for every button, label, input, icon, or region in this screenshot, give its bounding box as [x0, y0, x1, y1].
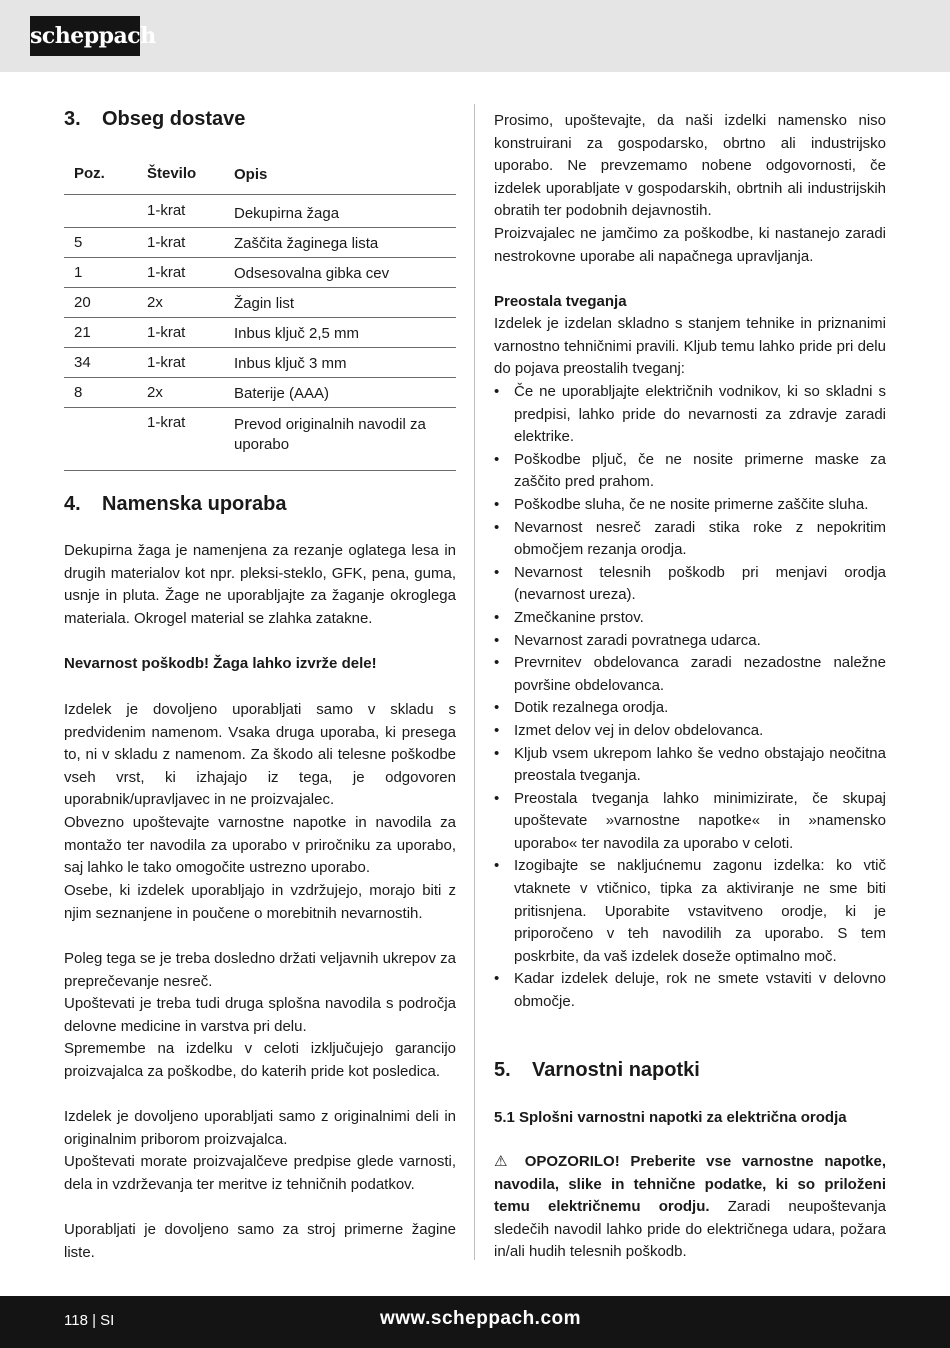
delivery-table: [64, 160, 456, 471]
warning-icon: ⚠: [494, 1153, 514, 1170]
usage-note: Prosimo, upoštevajte, da naši izdelki namensko niso konstruirani za gospodarsko, obrtno ali industrijsko uporabo. Ne prevzemamo nobene odgovornosti, če izdelek uporabljate v gospodarskih, obrtnih ali industrijskih obratih ter podobnih dejavnostih.: [494, 112, 886, 220]
cell-desc: Inbus ključ 2,5 mm: [234, 325, 360, 342]
list-item: • Dotik rezalnega orodja.: [494, 697, 886, 720]
usage-paragraph: Osebe, ki izdelek uporabljajo in vzdržujejo, morajo biti z njim seznanjene in poučene o morebitnih nevarnostih.: [64, 882, 456, 922]
section-number: 5.: [494, 1059, 511, 1081]
table-header: [64, 160, 456, 195]
liability-note: Proizvajalec ne jamčimo za poškodbe, ki nastanejo zaradi nestrokovne uporabe ali napačnega upravljanja.: [494, 225, 886, 265]
cell-qty: 1-krat: [147, 202, 186, 219]
list-item: • Če ne uporabljajte električnih vodnikov, ki so skladni s predpisi, lahko pride do nevarnosti za zdravje zaradi elektrike.: [494, 381, 886, 449]
residual-risks-list: [494, 381, 886, 1014]
header-pos: Poz.: [74, 165, 105, 182]
header-qty: Število: [147, 165, 197, 182]
cell-desc: Prevod originalnih navodil za uporabo: [234, 416, 426, 453]
list-item: • Nevarnost nesreč zaradi stika roke z nepokritim območjem rezanja orodja.: [494, 517, 886, 562]
cell-pos: 21: [74, 324, 91, 341]
table-row: [64, 348, 456, 378]
table-row: [64, 408, 456, 471]
cell-pos: 5: [74, 234, 83, 251]
scheppach-logo: scheppach: [30, 16, 140, 56]
website-link[interactable]: www.scheppach.com: [380, 1308, 582, 1329]
page-footer: [0, 1296, 950, 1348]
cell-pos: 1: [74, 264, 83, 281]
usage-paragraph: Upoštevati morate proizvajalčeve predpise glede varnosti, dela in vzdrževanja ter meritve iz tehničnih podatkov.: [64, 1153, 456, 1193]
table-row: [64, 258, 456, 288]
warning-paragraph: [494, 1151, 886, 1264]
section-4-heading: [64, 493, 287, 516]
list-item: • Zmečkanine prstov.: [494, 607, 886, 630]
cell-qty: 1-krat: [147, 354, 186, 371]
usage-paragraph: Uporabljati je dovoljeno samo za stroj primerne žagine liste.: [64, 1221, 456, 1261]
cell-desc: Odsesovalna gibka cev: [234, 265, 390, 282]
cell-pos: 8: [74, 384, 83, 401]
section-number: 3.: [64, 108, 81, 130]
table-row: [64, 195, 456, 228]
residual-risks-intro: Izdelek je izdelan skladno s stanjem tehnike in priznanimi varnostno tehničnimi pravili. Kljub temu lahko pride pri delu do pojava preostalih tveganj:: [494, 315, 886, 378]
section-title: Obseg dostave: [102, 108, 246, 130]
list-item: • Nevarnost telesnih poškodb pri menjavi orodja (nevarnost ureza).: [494, 562, 886, 607]
column-divider: [474, 104, 475, 1260]
section-number: 4.: [64, 493, 81, 515]
cell-qty: 1-krat: [147, 324, 186, 341]
list-item: • Nevarnost zaradi povratnega udarca.: [494, 630, 886, 653]
table-row: [64, 318, 456, 348]
subsection-5-1-heading: 5.1 Splošni varnostni napotki za električna orodja: [494, 1109, 847, 1126]
list-item: • Poškodbe sluha, če ne nosite primerne zaščite sluha.: [494, 494, 886, 517]
table-row: [64, 378, 456, 408]
list-item: • Izmet delov vej in delov obdelovanca.: [494, 720, 886, 743]
list-item: • Izogibajte se nakljućnemu zagonu izdelka: ko vtič vtaknete v vtičnico, tipka za aktiviranje ne sme biti pritisnjena. Uporabite vstavitveno orodje, ki je priporočeno v teh navodilih za uporabo. S tem poskrbite, da vaš izdelek doseže optimalno moč.: [494, 855, 886, 968]
cell-desc: Inbus ključ 3 mm: [234, 355, 347, 372]
list-item: • Prevrnitev obdelovanca zaradi nezadostne naležne površine obdelovanca.: [494, 652, 886, 697]
cell-qty: 1-krat: [147, 234, 186, 251]
cell-qty: 1-krat: [147, 414, 186, 431]
usage-paragraph: Upoštevati je treba tudi druga splošna navodila s področja delovne medicine in varstva pri delu.: [64, 995, 456, 1035]
list-item: • Kadar izdelek deluje, rok ne smete vstaviti v delovno območje.: [494, 968, 886, 1013]
warning-bold-text: OPOZORILO! Preberite vse varnostne napotke, navodila, slike in tehnične podatke, ki so priloženi temu električnemu orodju.: [494, 1153, 886, 1216]
list-item: • Kljub vsem ukrepom lahko še vedno obstajajo neočitna preostala tveganja.: [494, 743, 886, 788]
section-3-heading: [64, 108, 245, 131]
cell-qty: 1-krat: [147, 264, 186, 281]
cell-desc: Žagin list: [234, 295, 295, 312]
table-row: [64, 288, 456, 318]
usage-paragraph: Izdelek je dovoljeno uporabljati samo v skladu s predvidenim namenom. Vsaka druga uporaba, ki presega to, ni v skladu z namenom. Za škodo ali telesne poškodbe vseh vrst, ki izhajajo iz tega, je odgovoren uporabnik/upravljavec in ne proizvajalec.: [64, 701, 456, 809]
usage-paragraph: Izdelek je dovoljeno uporabljati samo z originalnimi deli in originalnim priborom proizvajalca.: [64, 1108, 456, 1148]
warning-text: Zaradi neupoštevanja sledečih navodil lahko pride do električnega udara, požara in/ali hudih telesnih poškodb.: [494, 1198, 886, 1261]
injury-warning: Nevarnost poškodb! Žaga lahko izvrže dele!: [64, 655, 377, 672]
cell-pos: 20: [74, 294, 91, 311]
cell-pos: 34: [74, 354, 91, 371]
residual-risks-heading: Preostala tveganja: [494, 293, 627, 310]
section-5-heading: [494, 1059, 700, 1082]
cell-qty: 2x: [147, 384, 163, 401]
usage-paragraph: Poleg tega se je treba dosledno držati veljavnih ukrepov za preprečevanje nesreč.: [64, 950, 456, 990]
section-title: Namenska uporaba: [102, 493, 287, 515]
page-number: 118 | SI: [64, 1312, 115, 1329]
table-row: [64, 228, 456, 258]
usage-paragraph: Obvezno upoštevajte varnostne napotke in navodila za montažo ter navodila za uporabo v priročniku za uporabo, saj lahko le tako omogočite ustrezno uporabo.: [64, 814, 456, 877]
cell-qty: 2x: [147, 294, 163, 311]
cell-desc: Baterije (AAA): [234, 385, 330, 402]
cell-desc: Dekupirna žaga: [234, 205, 340, 222]
list-item: • Poškodbe pljuč, če ne nosite primerne maske za zaščito pred prahom.: [494, 449, 886, 494]
section-title: Varnostni napotki: [532, 1059, 700, 1081]
header-desc: Opis: [234, 166, 268, 183]
usage-paragraph: Dekupirna žaga je namenjena za rezanje oglatega lesa in drugih materialov kot npr. pleksi-steklo, GFK, pena, guma, usnje in pluta. Žage ne uporabljajte za žaganje okroglega materiala. Okrogel material se zlahka zatakne.: [64, 542, 456, 627]
usage-paragraph: Spremembe na izdelku v celoti izključujejo garancijo proizvajalca za poškodbe, do katerih pride kot posledica.: [64, 1040, 456, 1080]
cell-desc: Zaščita žaginega lista: [234, 235, 379, 252]
page-header: [0, 0, 950, 72]
list-item: • Preostala tveganja lahko minimizirate, če skupaj upoštevate »varnostne napotke« in »namensko uporabo« ter navodila za uporabo v celoti.: [494, 788, 886, 856]
